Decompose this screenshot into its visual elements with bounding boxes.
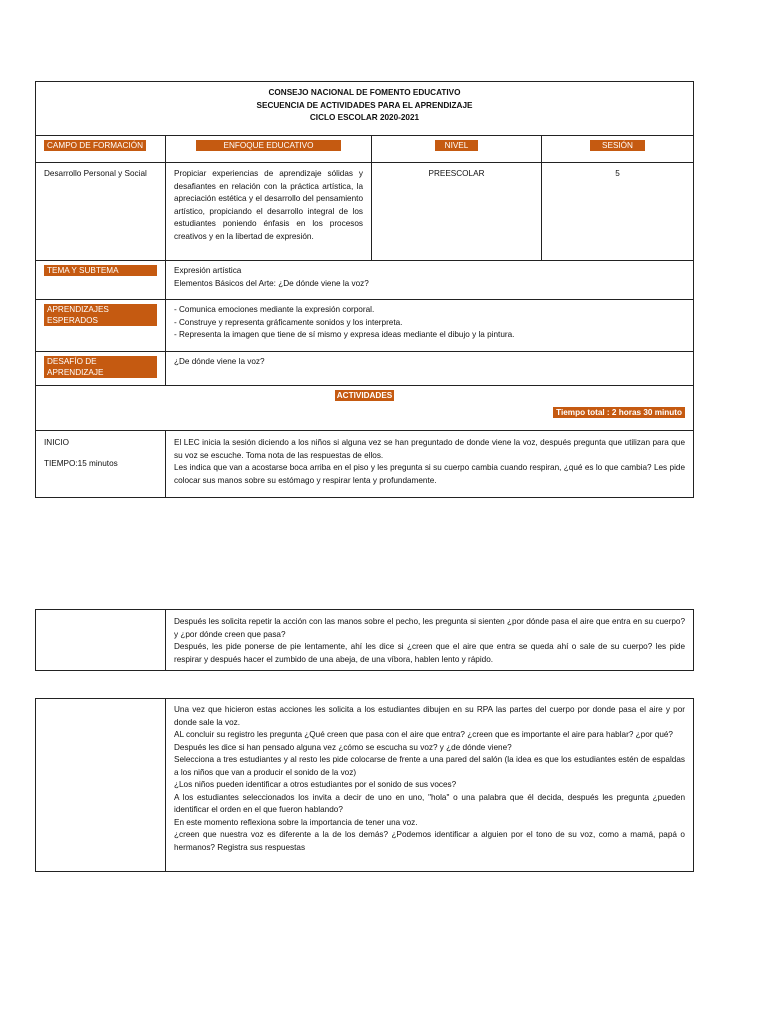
- block3-line: A los estudiantes seleccionados los invita a decir de uno en uno, "hola" o una palabra que él decida, después les pregunta ¿pueden identificar el orden en el que fueron hablando?: [174, 792, 685, 814]
- row-campo-enfoque: [36, 163, 694, 261]
- tiempo-total: Tiempo total : 2 horas 30 minuto: [553, 407, 685, 418]
- inicio-paragraph-1: El LEC inicia la sesión diciendo a los niños si alguna vez se han preguntado de donde viene la voz, después pregunta que utilizan para que su voz se escuche. Toma nota de las respuestas de ellos.: [174, 438, 685, 460]
- aprendizaje-item: - Construye y representa gráficamente sonidos y los interpreta.: [174, 317, 403, 327]
- main-table: [35, 81, 694, 498]
- block2-paragraph-2: Después, les pide ponerse de pie lentamente, ahí les dice si ¿creen que el aire que entra se queda ahí o sale de su cuerpo? les pide respirar y después hacer el zumbido de una abeja, de una víbora, hablen lento y rápido.: [174, 642, 685, 664]
- block2-paragraph-1: Después les solicita repetir la acción con las manos sobre el pecho, les pregunta si sienten ¿por dónde pasa el aire que entra en su cuerpo? y ¿por dónde creen que pasa?: [174, 617, 685, 639]
- row-desafio: [36, 352, 694, 386]
- empty-cell: [36, 610, 166, 671]
- block3-line: ¿creen que nuestra voz es diferente a la de los demás? ¿Podemos identificar a alguien por el tono de su voz, como a mamá, papá o hermanos? Registra sus respuestas: [174, 830, 685, 852]
- aprendizajes-label: APRENDIZAJES ESPERADOS: [44, 304, 157, 326]
- actividades-label: ACTIVIDADES: [336, 391, 393, 400]
- nivel-value: PREESCOLAR: [428, 169, 485, 178]
- block3-line: Una vez que hicieron estas acciones les solicita a los estudiantes dibujen en su RPA las partes del cuerpo por donde pasa el aire y por donde sale la voz.: [174, 705, 685, 727]
- enfoque-value: Propiciar experiencias de aprendizaje sólidas y desafiantes en relación con la práctica artística, la apreciación estética y el desarrollo del pensamiento artístico, propiciando el desarrollo integral de los estudiantes poniendo énfasis en los procesos creativos y en la libertad de expresión.: [174, 169, 363, 241]
- column-header-row: [36, 136, 694, 163]
- inicio-tiempo: TIEMPO:15 minutos: [44, 458, 118, 468]
- row-aprendizajes: [36, 300, 694, 352]
- desafio-value: ¿De dónde viene la voz?: [174, 357, 265, 366]
- desafio-label: DESAFÍO DE APRENDIZAJE: [44, 356, 157, 378]
- continuation-row: [36, 610, 694, 671]
- header-line-3: CICLO ESCOLAR 2020-2021: [309, 113, 420, 122]
- continuation-table-2: [35, 698, 694, 872]
- header-row: [36, 82, 694, 136]
- block3-line: AL concluir su registro les pregunta ¿Qué creen que pasa con el aire que entra? ¿creen que es importante el aire para hablar? ¿por qué?: [174, 730, 673, 739]
- row-actividades: [36, 386, 694, 431]
- tema-label: TEMA Y SUBTEMA: [44, 265, 157, 276]
- tema-line-2: Elementos Básicos del Arte: ¿De dónde viene la voz?: [174, 278, 369, 288]
- continuation-row: [36, 699, 694, 872]
- header-line-1: CONSEJO NACIONAL DE FOMENTO EDUCATIVO: [268, 88, 461, 97]
- row-tema: [36, 261, 694, 300]
- campo-value: Desarrollo Personal y Social: [44, 169, 147, 178]
- aprendizaje-item: - Comunica emociones mediante la expresión corporal.: [174, 305, 375, 314]
- row-inicio: [36, 431, 694, 498]
- inicio-label: INICIO: [44, 438, 70, 447]
- block3-line: ¿Los niños pueden identificar a otros estudiantes por el sonido de sus voces?: [174, 780, 457, 789]
- col-enfoque-label: ENFOQUE EDUCATIVO: [196, 140, 342, 151]
- header-line-2: SECUENCIA DE ACTIVIDADES PARA EL APRENDIZAJE: [256, 100, 473, 110]
- col-sesion-label: SESIÓN: [590, 140, 645, 151]
- continuation-table-1: [35, 609, 694, 671]
- inicio-paragraph-2: Les indica que van a acostarse boca arriba en el piso y les pregunta si su cuerpo cambia cuando respiran, ¿qué es lo que cambia? Les pide colocar sus manos sobre su estómago y respirar lenta y profundamente.: [174, 463, 685, 485]
- col-nivel-label: NIVEL: [435, 140, 479, 151]
- block3-line: Después les dice si han pensado alguna vez ¿cómo se escucha su voz? y ¿de dónde viene?: [174, 742, 512, 752]
- aprendizaje-item: - Representa la imagen que tiene de sí mismo y expresa ideas mediante el dibujo y la pintura.: [174, 330, 515, 339]
- empty-cell: [36, 699, 166, 872]
- block3-line: En este momento reflexiona sobre la importancia de tener una voz.: [174, 817, 418, 827]
- sesion-value: 5: [615, 169, 620, 178]
- col-campo-label: CAMPO DE FORMACIÓN: [44, 140, 146, 151]
- tema-line-1: Expresión artística: [174, 266, 242, 275]
- block3-line: Selecciona a tres estudiantes y al resto les pide colocarse de frente a una pared del salón (la idea es que los estudiantes estén de espaldas a los niños que van a producir el sonido de la voz): [174, 755, 685, 777]
